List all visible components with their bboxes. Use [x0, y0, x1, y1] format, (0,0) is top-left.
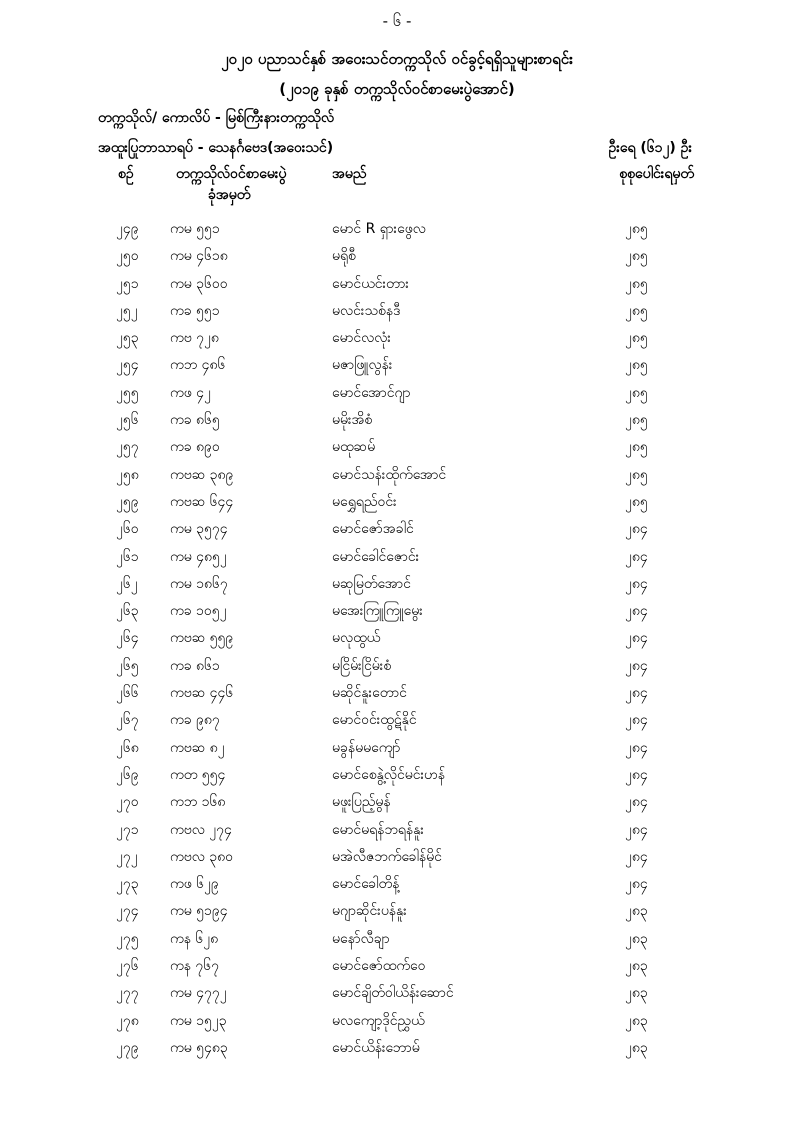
total-score: ၂၈၃ [625, 985, 648, 1002]
row-number: ၂၇၂ [116, 848, 138, 865]
student-name: မဆုမြတ်အောင် [332, 575, 411, 592]
roll-number: ကဗဆ ၄၄၆ [170, 685, 234, 702]
student-name: မောင်ချိတ်ဝါယိန်းဆောင် [332, 985, 454, 1002]
student-name: မဇာဖြူလွန်း [332, 357, 393, 374]
table-row [0, 409, 794, 436]
student-name: မလင်းသစ်နဒီ [332, 302, 401, 319]
student-name: မအေးကြူကြူမွေး [332, 603, 423, 620]
table-row [0, 682, 794, 709]
table-row [0, 464, 794, 491]
table-row [0, 1010, 794, 1037]
total-score: ၂၈၃ [625, 930, 648, 947]
column-header-roll-2: ခုံအမှတ် [208, 187, 251, 203]
roll-number: ကဘ ၁၆၈ [170, 794, 226, 811]
row-number: ၂၆၀ [116, 521, 139, 538]
total-score: ၂၈၅ [625, 248, 648, 265]
roll-number: ကဗဆ ၈၂ [170, 739, 225, 756]
page-number: - ၆ - [382, 12, 412, 30]
student-name: မောင်ယင်းတား [332, 275, 409, 292]
row-number: ၂၅၂ [116, 302, 138, 319]
table-row [0, 955, 794, 982]
table-row [0, 300, 794, 327]
document-title: ၂၀၂၀ ပညာသင်နှစ် အဝေးသင်တက္ကသိုလ် ဝင်ခွင့်ရရှိသူများစာရင်း [221, 50, 573, 68]
table-row [0, 791, 794, 818]
total-score: ၂၈၄ [625, 821, 648, 838]
row-number: ၂၄၉ [116, 221, 139, 237]
roll-number: ကခ ၅၅၁ [170, 302, 220, 319]
student-name: မောင်ဇော်ထက်ဝေ [332, 958, 426, 975]
table-row [0, 982, 794, 1009]
table-row [0, 928, 794, 955]
table-row [0, 600, 794, 627]
row-number: ၂၆၂ [116, 575, 138, 592]
table-row [0, 627, 794, 654]
student-name: မောင်သန်းထိုက်အောင် [332, 466, 447, 483]
table-row [0, 546, 794, 573]
row-number: ၂၇၇ [116, 985, 139, 1002]
table-row [0, 1037, 794, 1064]
column-header-roll: တက္ကသိုလ်ဝင်စာမေးပွဲ [176, 166, 287, 182]
row-number: ၂၆၄ [116, 630, 139, 647]
row-number: ၂၅၈ [116, 466, 139, 483]
table-row [0, 819, 794, 846]
roll-number: ကမ ၃၆၀၀ [170, 275, 228, 292]
student-name: မောင်အောင်ဂျာ [332, 384, 411, 401]
roll-number: ကခ ၈၆၁ [170, 657, 220, 674]
roll-number: ကဗဆ ၃၈၉ [170, 466, 234, 483]
total-score: ၂၈၅ [625, 466, 648, 483]
total-score: ၂၈၄ [625, 848, 648, 865]
roll-number: ကမ ၅၅၁ [170, 221, 220, 237]
total-score: ၂၈၅ [625, 439, 648, 456]
roll-number: ကဗဆ ၆၄၄ [170, 493, 234, 510]
column-header-score: စုစုပေါင်းရမှတ် [619, 166, 694, 182]
roll-number: ကဗလ ၃၈၀ [170, 848, 234, 865]
total-score: ၂၈၄ [625, 521, 648, 538]
table-row [0, 873, 794, 900]
total-score: ၂၈၅ [625, 302, 648, 319]
total-score: ၂၈၄ [625, 575, 648, 592]
student-name: မောင်ယိန်းဘောမ် [332, 1039, 420, 1056]
row-number: ၂၆၈ [116, 739, 139, 756]
table-row [0, 436, 794, 463]
roll-number: ကမ ၄၇၇၂ [170, 985, 227, 1002]
total-score: ၂၈၄ [625, 712, 648, 729]
table-row [0, 709, 794, 736]
student-name: မဆိုင်နူးတောင် [332, 685, 407, 702]
student-name: မဖူးပြည့်မွန် [332, 794, 391, 811]
roll-number: ကန ၆၂၈ [170, 930, 219, 947]
table-row [0, 655, 794, 682]
table-row [0, 737, 794, 764]
row-number: ၂၆၃ [116, 603, 139, 620]
university-line: တက္ကသိုလ်/ ကောလိပ် - မြစ်ကြီးနားတက္ကသိုလ် [98, 110, 335, 126]
total-score: ၂၈၅ [625, 493, 648, 510]
row-number: ၂၅၉ [116, 493, 139, 510]
table-row [0, 218, 794, 245]
total-score: ၂၈၄ [625, 630, 648, 647]
student-name: မထုဆမ် [332, 439, 376, 456]
roll-number: ကဗလ ၂၇၄ [170, 821, 232, 838]
table-row [0, 573, 794, 600]
total-score: ၂၈၃ [625, 1012, 648, 1029]
row-number: ၂၆၉ [116, 766, 139, 783]
row-number: ၂၅၀ [116, 248, 139, 265]
total-score: ၂၈၅ [625, 221, 648, 237]
student-name: မောင်လလုံး [332, 330, 391, 347]
total-score: ၂၈၄ [625, 603, 648, 620]
roll-number: ကဖ ၆၂၉ [170, 876, 219, 893]
student-name: မောင်မရန်ဘရန်နူး [332, 821, 424, 838]
row-number: ၂၆၁ [116, 548, 139, 565]
student-name: မောင်ဇော်အခါင် [332, 521, 414, 538]
roll-number: ကဗ ၇၂၈ [170, 330, 219, 347]
total-score: ၂၈၄ [625, 766, 648, 783]
row-number: ၂၇၄ [116, 903, 139, 920]
roll-number: ကခ ၈၆၅ [170, 412, 220, 429]
total-score: ၂၈၅ [625, 412, 648, 429]
row-number: ၂၅၁ [116, 275, 139, 292]
total-score: ၂၈၄ [625, 876, 648, 893]
total-score: ၂၈၃ [625, 1039, 648, 1056]
roll-number: ကမ ၅၁၉၄ [170, 903, 228, 920]
row-number: ၂၇၀ [116, 794, 139, 811]
total-count: ဦးရေ (၆၁၂) ဦး [608, 140, 692, 156]
roll-number: ကမ ၅၄၈၃ [170, 1039, 228, 1056]
student-name: မခွန်မမကျော် [332, 739, 401, 756]
row-number: ၂၅၃ [116, 330, 139, 347]
roll-number: ကမ ၄၆၁၈ [170, 248, 228, 265]
total-score: ၂၈၅ [625, 384, 648, 401]
student-name: မောင်ဝင်းထွဋ်နိုင် [332, 712, 417, 729]
document-subtitle: (၂၀၁၉ ခုနှစ် တက္ကသိုလ်ဝင်စာမေးပွဲအောင်) [279, 80, 515, 98]
roll-number: ကန ၇၆၇ [170, 958, 220, 975]
student-name: မရိုစီ [332, 248, 356, 265]
student-name: မရွှေရည်ဝင်း [332, 493, 397, 510]
row-number: ၂၅၇ [116, 439, 139, 456]
row-number: ၂၅၄ [116, 357, 139, 374]
total-score: ၂၈၄ [625, 794, 648, 811]
student-name: မောင် R ရှားဖွေလ [332, 221, 426, 237]
row-number: ၂၆၆ [116, 685, 139, 702]
student-name: မောင်ခေါင်ဇောင်း [332, 548, 420, 565]
column-header-no: စဉ် [118, 166, 134, 182]
roll-number: ကခ ၈၉၀ [170, 439, 220, 456]
student-name: မောင်စေနွဲ့လိုင်မင်းဟန် [332, 766, 445, 783]
student-name: မောင်ခေါတိန့် [332, 876, 400, 893]
total-score: ၂၈၄ [625, 657, 648, 674]
roll-number: ကဗဆ ၅၅၉ [170, 630, 234, 647]
total-score: ၂၈၄ [625, 685, 648, 702]
row-number: ၂၇၁ [116, 821, 139, 838]
roll-number: ကဖ ၄၂ [170, 384, 211, 401]
table-row [0, 382, 794, 409]
column-header-name: အမည် [332, 166, 367, 182]
student-name: မငြိမ်းငြိမ်းစံ [332, 657, 392, 674]
row-number: ၂၆၇ [116, 712, 139, 729]
roll-number: ကဘ ၄၈၆ [170, 357, 226, 374]
row-number: ၂၇၈ [116, 1012, 139, 1029]
roll-number: ကမ ၁၅၂၃ [170, 1012, 227, 1029]
student-name: မအဲလီဇဘက်ခေါန်မိုင် [332, 848, 442, 865]
roll-number: ကမ ၄၈၅၂ [170, 548, 227, 565]
total-score: ၂၈၄ [625, 739, 648, 756]
results-table [0, 218, 794, 1064]
major-line: အထူးပြုဘာသာရပ် - သေနင်္ဂဗေဒ(အဝေးသင်) [98, 140, 334, 156]
student-name: မလုထွယ် [332, 630, 381, 647]
roll-number: ကတ ၅၅၄ [170, 766, 226, 783]
row-number: ၂၇၉ [116, 1039, 139, 1056]
roll-number: ကခ ၉၈၇ [170, 712, 220, 729]
total-score: ၂၈၅ [625, 275, 648, 292]
total-score: ၂၈၃ [625, 903, 648, 920]
total-score: ၂၈၄ [625, 548, 648, 565]
table-row [0, 764, 794, 791]
roll-number: ကမ ၁၈၆၇ [170, 575, 228, 592]
roll-number: ကခ ၁၀၅၂ [170, 603, 227, 620]
row-number: ၂၇၃ [116, 876, 139, 893]
student-name: မမိုးအိစံ [332, 412, 373, 429]
table-row [0, 846, 794, 873]
student-name: မလကျော့ဒိုင်ညွှယ် [332, 1012, 425, 1029]
roll-number: ကမ ၃၅၇၄ [170, 521, 228, 538]
row-number: ၂၅၆ [116, 412, 139, 429]
table-row [0, 491, 794, 518]
table-row [0, 273, 794, 300]
row-number: ၂၅၅ [116, 384, 139, 401]
table-row [0, 327, 794, 354]
student-name: မဂျာဆိုင်းပန်နူး [332, 903, 407, 920]
table-row [0, 900, 794, 927]
total-score: ၂၈၅ [625, 330, 648, 347]
table-row [0, 245, 794, 272]
total-score: ၂၈၅ [625, 357, 648, 374]
row-number: ၂၆၅ [116, 657, 139, 674]
table-row [0, 354, 794, 381]
student-name: မနော်လီချာ [332, 930, 390, 947]
row-number: ၂၇၅ [116, 930, 139, 947]
total-score: ၂၈၃ [625, 958, 648, 975]
table-row [0, 518, 794, 545]
row-number: ၂၇၆ [116, 958, 139, 975]
